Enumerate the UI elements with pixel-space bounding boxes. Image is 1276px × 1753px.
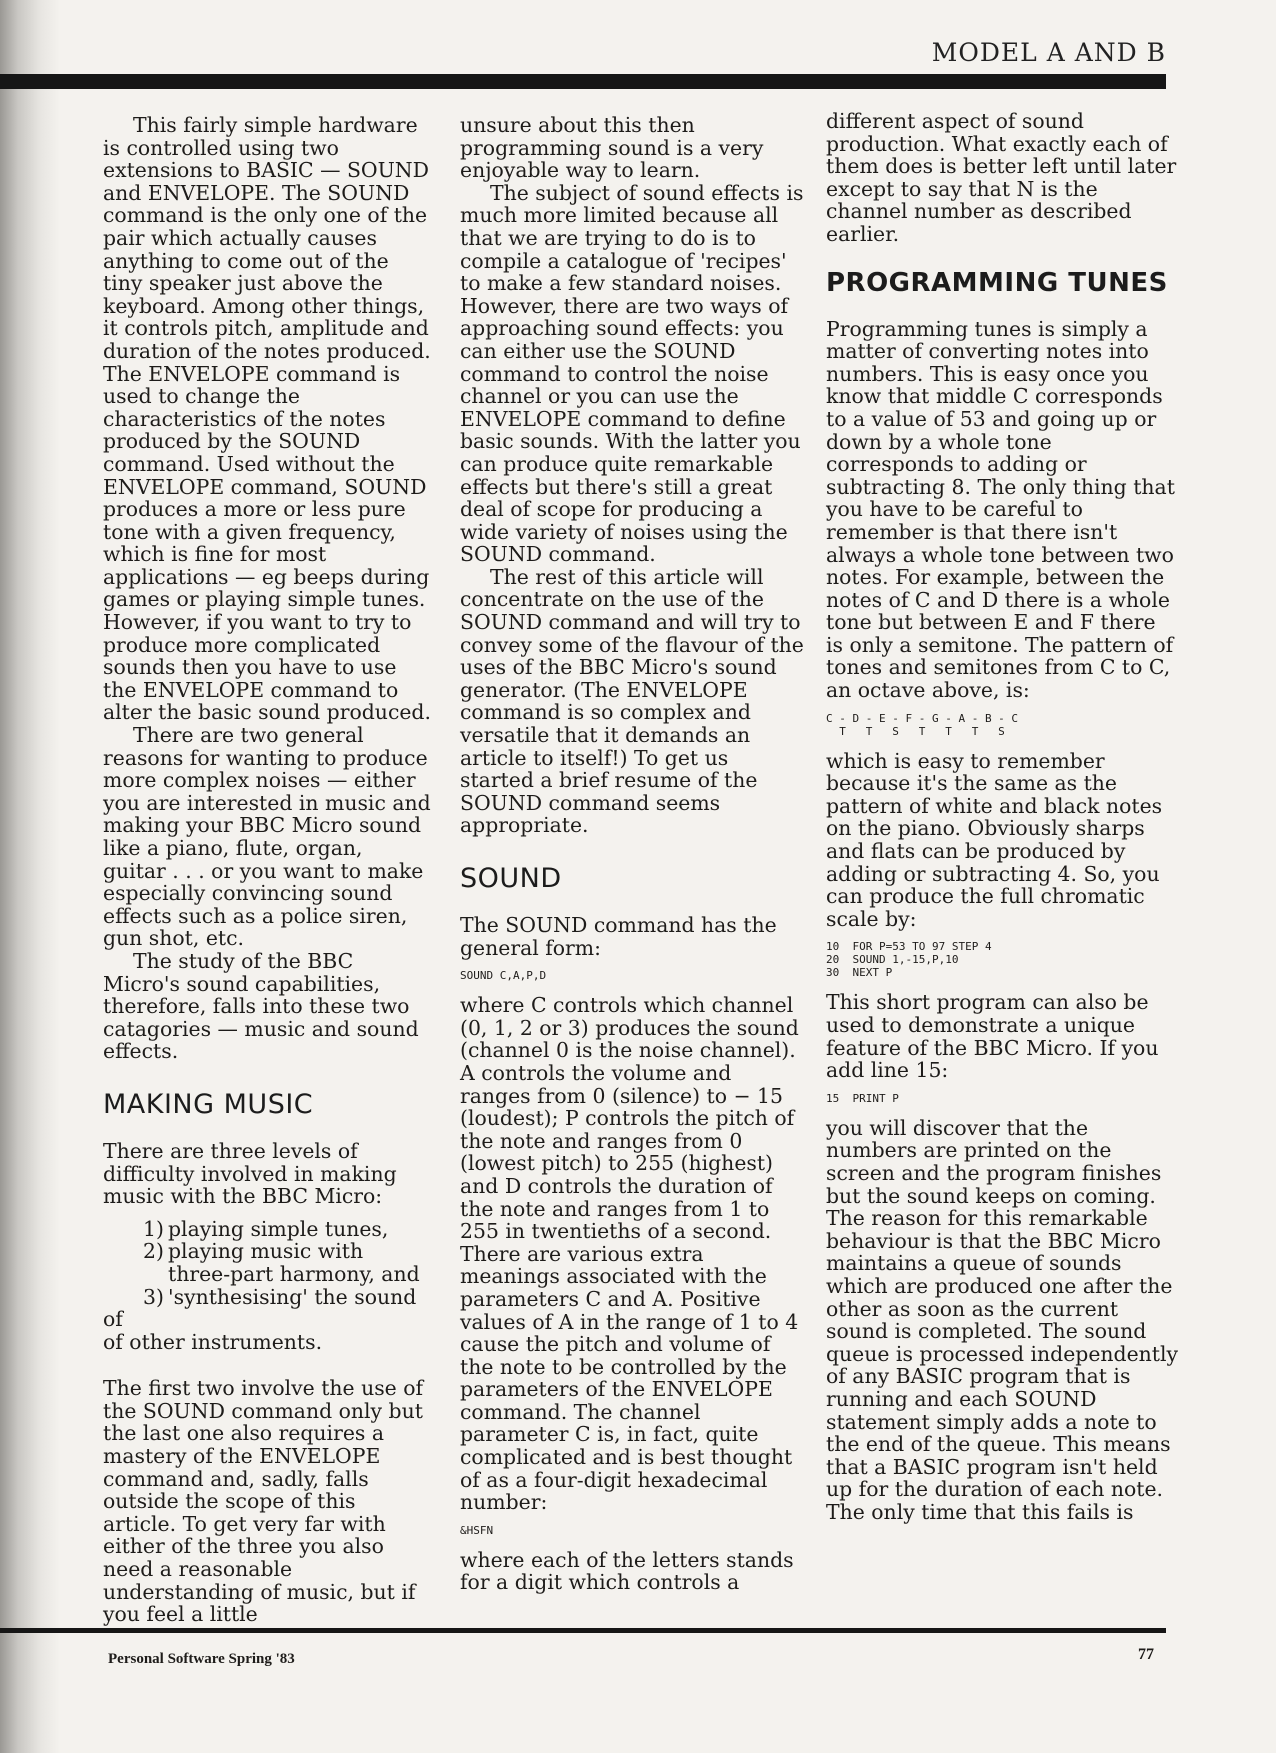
paragraph: you will discover that the numbers are printed on the screen and the program finishes but the sound keeps on coming. The reason for this remarkable behaviour is that the BBC Micro maintains a queue of sounds which are produced one after the other as soon as the current sound is completed. The sound queue is processed independently of any BASIC program that is running and each SOUND statement simply adds a note to the end of the queue. This means that a BASIC program isn't held up for the duration of each note. The only time that this fails is	[826, 1115, 1179, 1524]
paragraph: The first two involve the use of the SOUND command only but the last one also requires a mastery of the ENVELOPE command and, sadly, falls outside the scope of this article. To get very far with either of the three you also need a reasonable understanding of music, but if you feel a little	[103, 1376, 424, 1627]
paragraph: The SOUND command has the general form:	[460, 913, 777, 960]
paragraph: There are three levels of difficulty involved in making music with the BBC Micro:	[103, 1138, 397, 1209]
paragraph: This short program can also be used to demonstrate a unique feature of the BBC Micro. If you add line 15:	[826, 990, 1159, 1083]
paragraph: which is easy to remember because it's the same as the pattern of white and black notes on the piano. Obviously sharps and flats can be produced by adding or subtracting 4. So, you can produce the full chromatic scale by:	[826, 748, 1163, 931]
list-item: 3) 'synthesising' the sound	[143, 1284, 417, 1309]
paragraph: unsure about this then programming sound is a very enjoyable way to learn.	[460, 113, 764, 183]
paragraph: different aspect of sound production. What exactly each of them does is better left until later except to say that N is the channel number as described earlier.	[826, 109, 1177, 246]
paragraph: Programming tunes is simply a matter of converting notes into numbers. This is easy once you know that middle C corresponds to a value of 53 and going up or down by a whole tone corresponds to adding or subtracting 8. The only thing that you have to be careful to remember is that there isn't always a whole tone between two notes. For example, between the notes of C and D there is a whole tone but between E and F there is only a semitone. The pattern of tones and semitones from C to C, an octave above, is:	[826, 316, 1175, 703]
paragraph: The study of the BBC Micro's sound capabilities, therefore, falls into these two catagories — music and sound effects.	[103, 948, 419, 1064]
list-item-continuation: of other instruments.	[103, 1329, 323, 1354]
scale-notes: C - D - E - F - G - A - B - C	[826, 711, 1019, 725]
top-rule	[0, 74, 1166, 89]
scale-steps: T T S T T T S	[826, 724, 1005, 738]
column-3	[826, 110, 1178, 1523]
paragraph: There are two general reasons for wanting to produce more complex noises — either you are interested in music and making your BBC Micro sound like a piano, flute, organ, guitar . . . or you want to make especially convincing sound effects such as a police siren, gun shot, etc.	[103, 723, 431, 951]
list-item: 1) playing simple tunes,	[143, 1216, 389, 1241]
column-2	[460, 114, 807, 1594]
section-heading-sound: SOUND	[460, 863, 562, 894]
section-heading-making-music: MAKING MUSIC	[103, 1088, 314, 1120]
book-spine-shadow	[0, 0, 60, 1753]
paragraph: The rest of this article will concentrate on the use of the SOUND command and will try to convey some of the flavour of the uses of the BBC Micro's sound generator. (The ENVELOPE command is so complex and versatile that it demands an article to itself!) To get us started a brief resume of the SOUND command seems appropriate.	[460, 564, 804, 838]
list-orphan-word: of	[103, 1307, 123, 1332]
paragraph: where C controls which channel (0, 1, 2 or 3) produces the sound (channel 0 is the noise channel). A controls the volume and ranges from 0 (silence) to − 15 (loudest); P controls the pitch of the note and ranges from 0 (lowest pitch) to 255 (highest) and D controls the duration of the note and ranges from 1 to 255 in twentieths of a second. There are various extra meanings associated with the parameters C and A. Positive values of A in the range of 1 to 4 cause the pitch and volume of the note to be controlled by the parameters of the ENVELOPE command. The channel parameter C is, in fact, quite complicated and is best thought of as a four-digit hexadecimal number:	[460, 993, 799, 1515]
section-heading-programming-tunes: PROGRAMMING TUNES	[826, 267, 1168, 298]
running-head: MODEL A AND B	[931, 38, 1166, 67]
column-1	[103, 114, 431, 1626]
difficulty-levels-list	[103, 1218, 431, 1308]
paragraph: This fairly simple hardware is controlled using two extensions to BASIC — SOUND and ENVELOPE. The SOUND command is the only one of the pair which actually causes anything to come out of the tiny speaker just above the keyboard. Among other things, it controls pitch, amplitude and duration of the notes produced. The ENVELOPE command is used to change the characteristics of the notes produced by the SOUND command. Used without the ENVELOPE command, SOUND produces a more or less pure tone with a given frequency, which is fine for most applications — eg beeps during games or playing simple tunes. However, if you want to try to produce more complicated sounds then you have to use the ENVELOPE command to alter the basic sound produced.	[103, 113, 431, 725]
paragraph: where each of the letters stands for a digit which controls a	[460, 1547, 794, 1595]
bottom-rule	[0, 1628, 1166, 1633]
code-line-15: 15 PRINT P	[826, 1091, 899, 1105]
code-chromatic-scale-program: 10 FOR P=53 TO 97 STEP 4 20 SOUND 1,-15,P,10 30 NEXT P	[826, 940, 992, 980]
list-item: 2) playing music with three-part harmony, and	[143, 1239, 420, 1286]
footer-publication: Personal Software Spring '83	[108, 1651, 295, 1667]
code-channel-format: &HSFN	[460, 1523, 494, 1537]
code-sound-syntax: SOUND C,A,P,D	[460, 969, 547, 983]
paragraph: The subject of sound effects is much more limited because all that we are trying to do is to compile a catalogue of 'recipes' to make a few standard noises. However, there are two ways of approaching sound effects: you can either use the SOUND command to control the noise channel or you can use the ENVELOPE command to define basic sounds. With the latter you can produce quite remarkable effects but there's still a great deal of scope for producing a wide variety of noises using the SOUND command.	[460, 180, 804, 567]
page-number: 77	[1138, 1646, 1154, 1663]
